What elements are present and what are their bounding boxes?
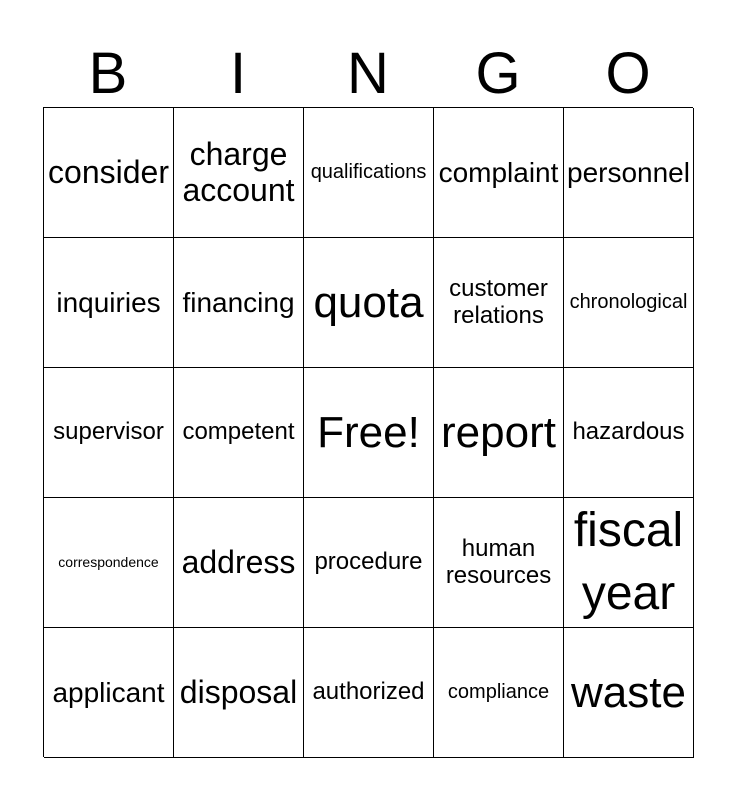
bingo-cell[interactable]: competent	[174, 368, 304, 498]
bingo-cell[interactable]: consider	[44, 108, 174, 238]
bingo-cell[interactable]: charge account	[174, 108, 304, 238]
bingo-cell[interactable]: waste	[564, 628, 694, 758]
header-letter-g: G	[475, 41, 521, 106]
bingo-cell[interactable]: compliance	[434, 628, 564, 758]
free-space-cell[interactable]: Free!	[304, 368, 434, 498]
bingo-cell[interactable]: disposal	[174, 628, 304, 758]
bingo-header	[43, 40, 693, 108]
bingo-cell[interactable]: fiscal year	[564, 498, 694, 628]
bingo-cell[interactable]: supervisor	[44, 368, 174, 498]
bingo-cell[interactable]: qualifications	[304, 108, 434, 238]
bingo-cell[interactable]: authorized	[304, 628, 434, 758]
header-letter-n: N	[347, 41, 389, 106]
bingo-cell[interactable]: customer relations	[434, 238, 564, 368]
header-letter-o: O	[605, 41, 651, 106]
bingo-cell[interactable]: human resources	[434, 498, 564, 628]
bingo-cell[interactable]: inquiries	[44, 238, 174, 368]
bingo-cell[interactable]: correspondence	[44, 498, 174, 628]
bingo-cell[interactable]: chronological	[564, 238, 694, 368]
bingo-board	[43, 107, 693, 757]
bingo-cell[interactable]: financing	[174, 238, 304, 368]
bingo-cell[interactable]: address	[174, 498, 304, 628]
bingo-cell[interactable]: procedure	[304, 498, 434, 628]
header-letter-i: I	[229, 41, 247, 106]
bingo-cell[interactable]: complaint	[434, 108, 564, 238]
bingo-cell[interactable]: personnel	[564, 108, 694, 238]
bingo-cell[interactable]: applicant	[44, 628, 174, 758]
bingo-cell[interactable]: report	[434, 368, 564, 498]
bingo-cell[interactable]: quota	[304, 238, 434, 368]
bingo-cell[interactable]: hazardous	[564, 368, 694, 498]
header-letter-b: B	[88, 41, 128, 106]
